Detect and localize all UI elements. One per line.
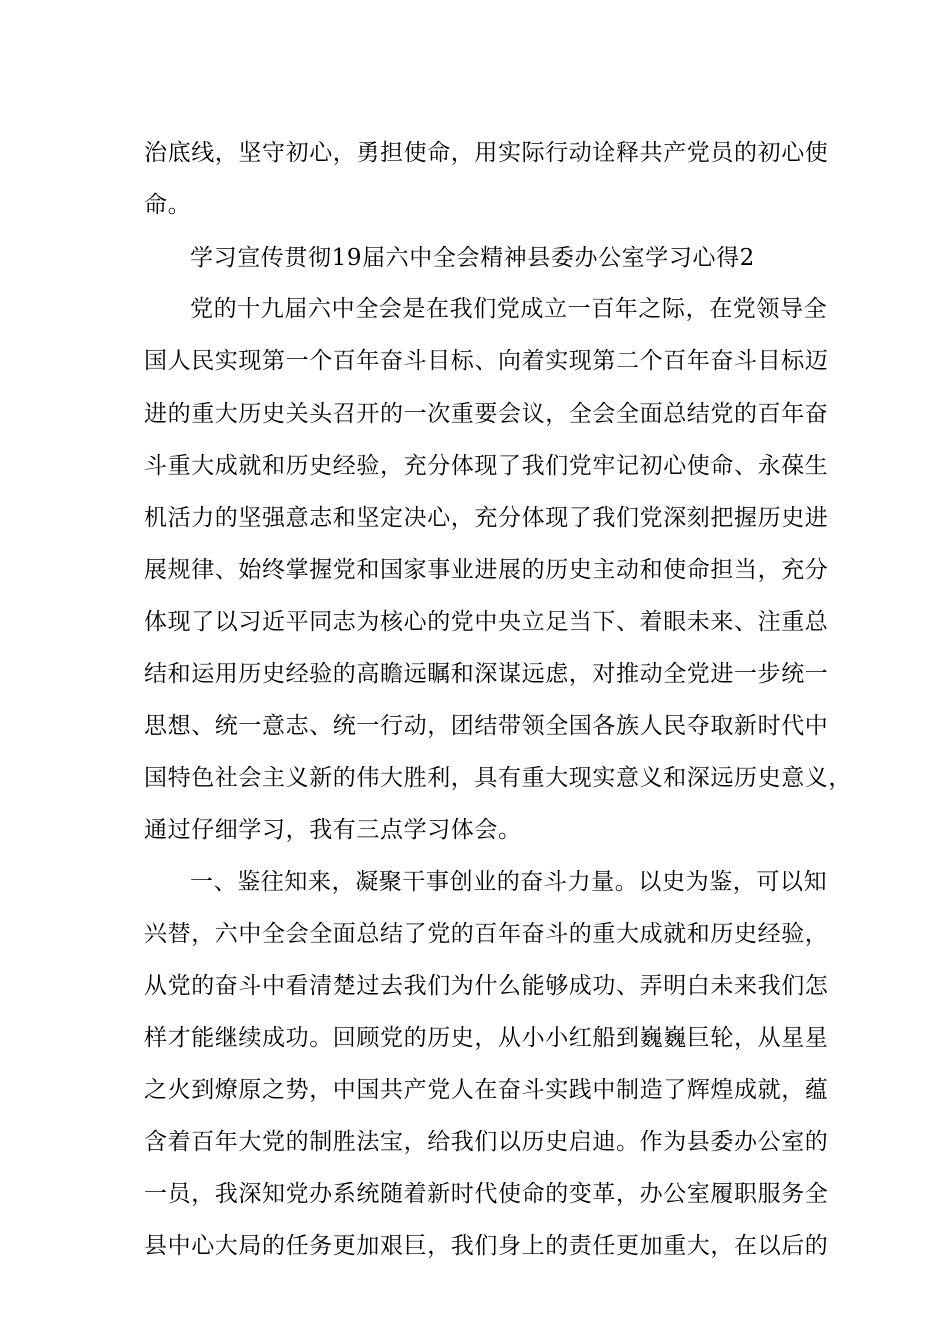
text-line: 样才能继续成功。回顾党的历史，从小小红船到巍巍巨轮，从星星 [144,1025,829,1051]
text-line: 从党的奋斗中看清楚过去我们为什么能够成功、弄明白未来我们怎 [144,973,829,999]
text-line: 展规律、始终掌握党和国家事业进展的历史主动和使命担当，充分 [144,557,829,583]
text-line: 通过仔细学习，我有三点学习体会。 [144,817,522,843]
text-line: 命。 [144,192,192,218]
text-line: 党的十九届六中全会是在我们党成立一百年之际，在党领导全 [190,296,828,322]
text-line: 斗重大成就和历史经验，充分体现了我们党牢记初心使命、永葆生 [144,453,829,479]
text-line: 进的重大历史关头召开的一次重要会议，全会全面总结党的百年奋 [144,401,829,427]
text-line: 国人民实现第一个百年奋斗目标、向着实现第二个百年奋斗目标迈 [144,348,829,374]
text-line: 之火到燎原之势，中国共产党人在奋斗实践中制造了辉煌成就，蕴 [144,1077,829,1103]
text-line: 机活力的坚强意志和坚定决心，充分体现了我们党深刻把握历史进 [144,505,829,531]
text-line: 国特色社会主义新的伟大胜利，具有重大现实意义和深远历史意义， [144,765,852,791]
text-line: 一、鉴往知来，凝聚干事创业的奋斗力量。以史为鉴，可以知 [190,869,828,895]
text-line: 含着百年大党的制胜法宝，给我们以历史启迪。作为县委办公室的 [144,1129,829,1155]
text-line: 一员，我深知党办系统随着新时代使命的变革，办公室履职服务全 [144,1181,829,1207]
text-line: 治底线，坚守初心，勇担使命，用实际行动诠释共产党员的初心使 [144,140,829,166]
text-line: 思想、统一意志、统一行动，团结带领全国各族人民夺取新时代中 [144,713,829,739]
text-line: 结和运用历史经验的高瞻远瞩和深谋远虑，对推动全党进一步统一 [144,661,829,687]
text-line: 兴替，六中全会全面总结了党的百年奋斗的重大成就和历史经验， [144,921,829,947]
text-line: 县中心大局的任务更加艰巨，我们身上的责任更加重大，在以后的 [144,1233,829,1259]
text-line: 体现了以习近平同志为核心的党中央立足当下、着眼未来、注重总 [144,609,829,635]
section-title: 学习宣传贯彻19届六中全会精神县委办公室学习心得2 [190,245,755,271]
